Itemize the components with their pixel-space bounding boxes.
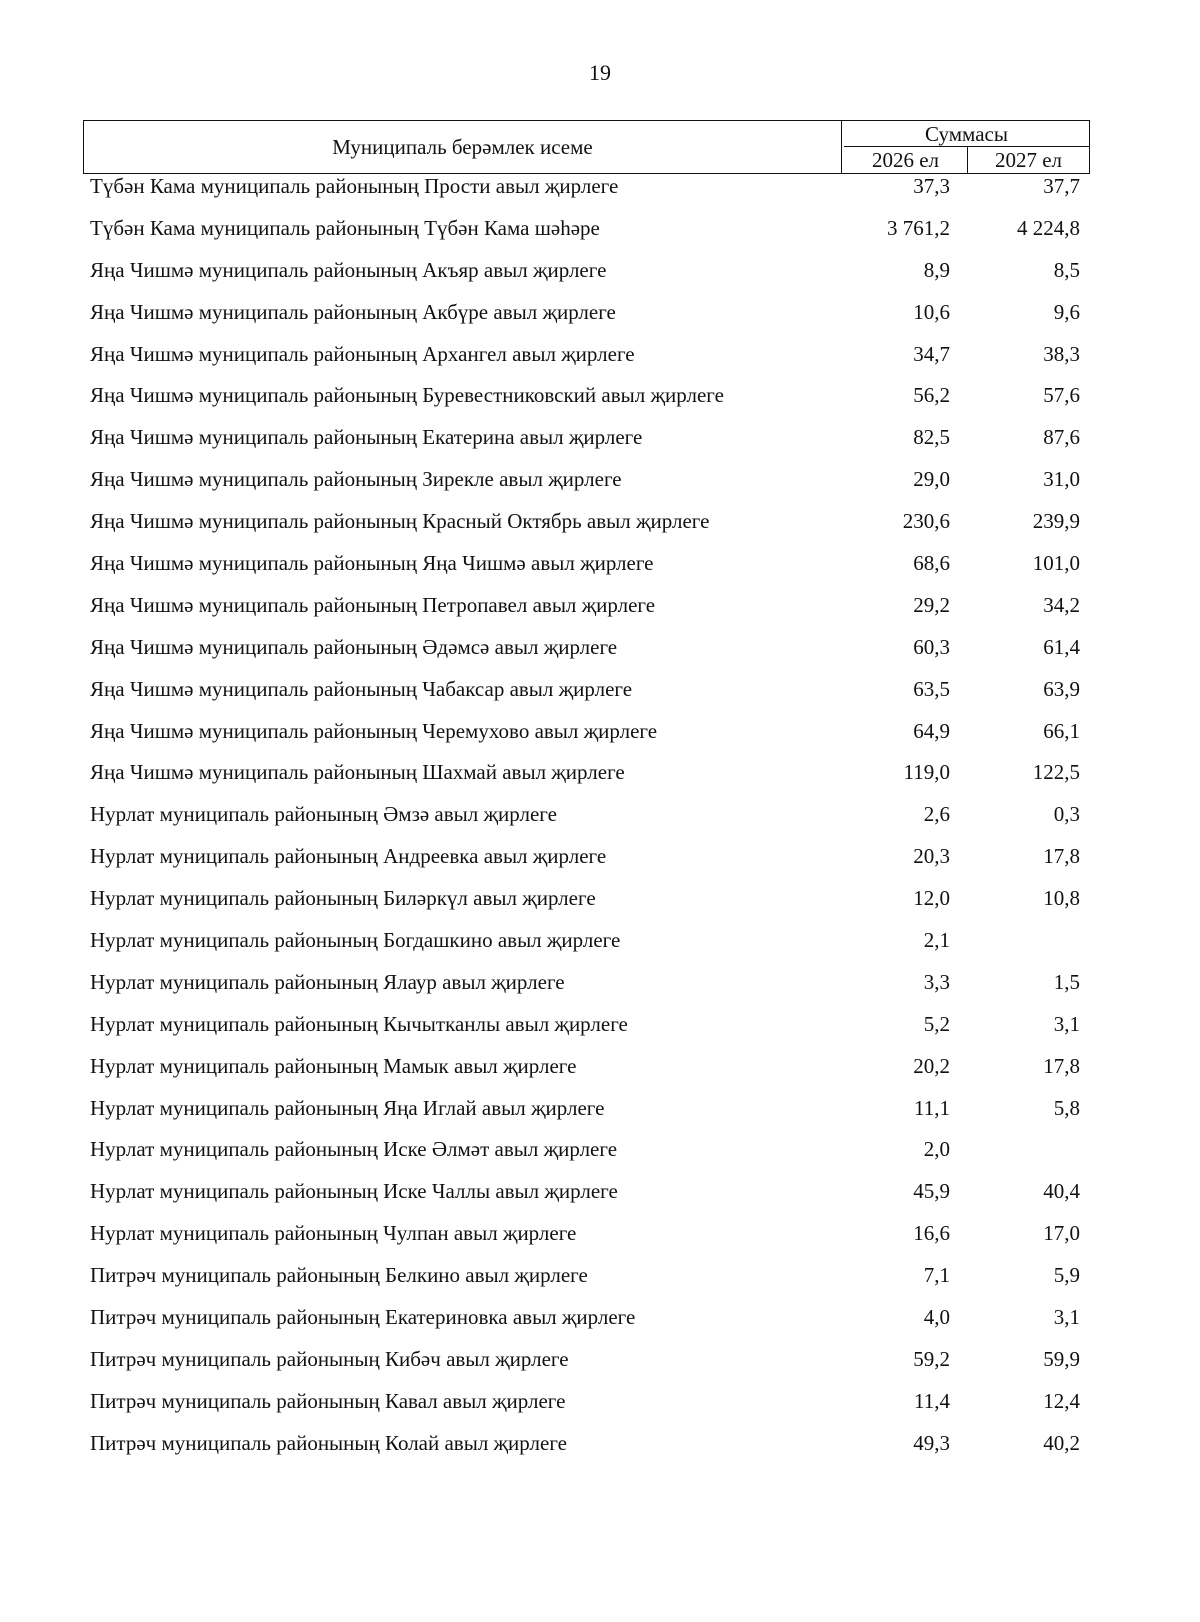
name-cell: Түбән Кама муниципаль районының Прости авыл җирлеге	[90, 174, 619, 198]
value-2027-cell: 31,0	[1043, 467, 1080, 492]
name-cell: Нурлат муниципаль районының Яңа Иглай авыл җирлеге	[90, 1095, 605, 1120]
value-2026-cell: 45,9	[913, 1179, 950, 1204]
value-2026-cell: 63,5	[913, 676, 950, 701]
value-2027-cell: 12,4	[1043, 1388, 1080, 1413]
value-2027-cell: 17,0	[1043, 1221, 1080, 1246]
value-2027-cell: 37,7	[1043, 174, 1080, 198]
value-2026-cell: 119,0	[903, 760, 950, 785]
value-2027-cell: 5,9	[1053, 1263, 1080, 1288]
name-cell: Нурлат муниципаль районының Чулпан авыл җирлеге	[90, 1221, 577, 1246]
value-2027-cell: 122,5	[1032, 760, 1080, 785]
name-cell: Яңа Чишмә муниципаль районының Буревестниковский авыл җирлеге	[90, 383, 724, 408]
value-2027-cell: 239,9	[1032, 509, 1080, 534]
value-2026-cell: 34,7	[913, 341, 950, 366]
name-cell: Нурлат муниципаль районының Әмзә авыл җирлеге	[90, 802, 557, 827]
table-row	[0, 1010, 1200, 1052]
value-2026-cell: 2,1	[923, 928, 950, 953]
name-cell: Нурлат муниципаль районының Биләркүл авыл җирлеге	[90, 886, 596, 911]
value-2026-cell: 3 761,2	[887, 215, 950, 240]
table-row	[0, 381, 1200, 423]
value-2026-cell: 3,3	[923, 969, 950, 994]
value-2027-cell: 66,1	[1043, 718, 1080, 743]
value-2026-cell: 11,4	[914, 1388, 950, 1413]
table-row	[0, 1303, 1200, 1345]
value-2026-cell: 2,0	[923, 1137, 950, 1162]
value-2026-cell: 11,1	[914, 1095, 950, 1120]
table-row	[0, 1052, 1200, 1094]
table-row	[0, 340, 1200, 382]
value-2026-cell: 82,5	[913, 425, 950, 450]
value-2027-cell: 40,2	[1043, 1430, 1080, 1455]
value-2027-cell: 40,4	[1043, 1179, 1080, 1204]
value-2027-cell: 8,5	[1053, 257, 1080, 282]
value-2027-cell: 57,6	[1043, 383, 1080, 408]
table-row	[0, 172, 1200, 214]
value-2027-cell: 101,0	[1032, 551, 1080, 576]
table-row	[0, 675, 1200, 717]
name-cell: Питрәч муниципаль районының Колай авыл җирлеге	[90, 1430, 567, 1455]
value-2027-cell: 38,3	[1043, 341, 1080, 366]
value-2027-cell: 17,8	[1043, 1053, 1080, 1078]
value-2027-cell: 3,1	[1053, 1011, 1080, 1036]
name-cell: Яңа Чишмә муниципаль районының Зирекле авыл җирлеге	[90, 467, 622, 492]
name-cell: Питрәч муниципаль районының Кибәч авыл җирлеге	[90, 1346, 569, 1371]
name-cell: Нурлат муниципаль районының Мамык авыл җирлеге	[90, 1053, 577, 1078]
name-cell: Питрәч муниципаль районының Екатериновка авыл җирлеге	[90, 1305, 636, 1330]
table-row	[0, 1219, 1200, 1261]
value-2027-cell: 9,6	[1053, 299, 1080, 324]
value-2026-cell: 4,0	[923, 1305, 950, 1330]
table-row	[0, 926, 1200, 968]
table-row	[0, 423, 1200, 465]
table-row	[0, 717, 1200, 759]
table-row	[0, 465, 1200, 507]
name-cell: Яңа Чишмә муниципаль районының Акбүре авыл җирлеге	[90, 299, 616, 324]
column-header-sums: Суммасы	[844, 121, 1089, 147]
value-2026-cell: 12,0	[913, 886, 950, 911]
name-cell: Яңа Чишмә муниципаль районының Черемухово авыл җирлеге	[90, 718, 658, 743]
value-2026-cell: 2,6	[923, 802, 950, 827]
table-row	[0, 256, 1200, 298]
name-cell: Яңа Чишмә муниципаль районының Әдәмсә авыл җирлеге	[90, 634, 618, 659]
table-row	[0, 298, 1200, 340]
table-row	[0, 591, 1200, 633]
name-cell: Түбән Кама муниципаль районының Түбән Кама шәһәре	[90, 215, 600, 240]
table-row	[0, 1135, 1200, 1177]
table-row	[0, 214, 1200, 256]
table-row	[0, 758, 1200, 800]
value-2026-cell: 20,2	[913, 1053, 950, 1078]
name-cell: Нурлат муниципаль районының Иске Чаллы авыл җирлеге	[90, 1179, 618, 1204]
table-row	[0, 884, 1200, 926]
value-2027-cell: 5,8	[1053, 1095, 1080, 1120]
name-cell: Нурлат муниципаль районының Богдашкино авыл җирлеге	[90, 928, 621, 953]
column-header-2027: 2027 ел	[994, 148, 1063, 172]
value-2027-cell: 63,9	[1043, 676, 1080, 701]
value-2026-cell: 60,3	[913, 634, 950, 659]
value-2026-cell: 68,6	[913, 551, 950, 576]
value-2027-cell: 87,6	[1043, 425, 1080, 450]
name-cell: Яңа Чишмә муниципаль районының Яңа Чишмә авыл җирлеге	[90, 551, 654, 576]
table-row	[0, 1177, 1200, 1219]
value-2027-cell: 0,3	[1053, 802, 1080, 827]
value-2027-cell: 61,4	[1043, 634, 1080, 659]
table-row	[0, 549, 1200, 591]
value-2027-cell: 4 224,8	[1017, 215, 1080, 240]
name-cell: Нурлат муниципаль районының Андреевка авыл җирлеге	[90, 844, 607, 869]
value-2026-cell: 5,2	[923, 1011, 950, 1036]
table-row	[0, 1094, 1200, 1136]
name-cell: Нурлат муниципаль районының Иске Әлмәт авыл җирлеге	[90, 1137, 618, 1162]
value-2027-cell: 17,8	[1043, 844, 1080, 869]
value-2027-cell: 1,5	[1053, 969, 1080, 994]
value-2026-cell: 49,3	[913, 1430, 950, 1455]
value-2027-cell: 59,9	[1043, 1346, 1080, 1371]
value-2026-cell: 20,3	[913, 844, 950, 869]
table-row	[0, 800, 1200, 842]
value-2026-cell: 37,3	[913, 174, 950, 198]
value-2026-cell: 59,2	[913, 1346, 950, 1371]
name-cell: Яңа Чишмә муниципаль районының Шахмай авыл җирлеге	[90, 760, 625, 785]
table-row	[0, 1261, 1200, 1303]
value-2026-cell: 230,6	[902, 509, 950, 534]
name-cell: Яңа Чишмә муниципаль районының Чабаксар авыл җирлеге	[90, 676, 633, 701]
table-row	[0, 633, 1200, 675]
page-number: 19	[589, 60, 611, 85]
table-body	[0, 172, 1200, 1471]
value-2026-cell: 16,6	[913, 1221, 950, 1246]
name-cell: Нурлат муниципаль районының Кычытканлы авыл җирлеге	[90, 1011, 628, 1036]
name-cell: Яңа Чишмә муниципаль районының Акъяр авыл җирлеге	[90, 257, 607, 282]
value-2027-cell: 3,1	[1053, 1305, 1080, 1330]
column-header-name: Муниципаль берәмлек исеме	[84, 121, 842, 173]
value-2026-cell: 29,2	[913, 592, 950, 617]
value-2027-cell: 10,8	[1043, 886, 1080, 911]
table-row	[0, 968, 1200, 1010]
name-cell: Яңа Чишмә муниципаль районының Архангел авыл җирлеге	[90, 341, 635, 366]
table-row	[0, 1429, 1200, 1471]
table-header	[83, 120, 1090, 174]
table-row	[0, 1387, 1200, 1429]
column-header-2026: 2026 ел	[844, 147, 968, 173]
value-2026-cell: 29,0	[913, 467, 950, 492]
value-2026-cell: 7,1	[923, 1263, 950, 1288]
table-row	[0, 507, 1200, 549]
value-2026-cell: 8,9	[923, 257, 950, 282]
name-cell: Яңа Чишмә муниципаль районының Екатерина авыл җирлеге	[90, 425, 643, 450]
value-2026-cell: 64,9	[913, 718, 950, 743]
name-cell: Яңа Чишмә муниципаль районының Петропавел авыл җирлеге	[90, 592, 656, 617]
value-2026-cell: 56,2	[913, 383, 950, 408]
value-2026-cell: 10,6	[913, 299, 950, 324]
name-cell: Питрәч муниципаль районының Кавал авыл җирлеге	[90, 1388, 566, 1413]
value-2027-cell: 34,2	[1043, 592, 1080, 617]
table-row	[0, 1345, 1200, 1387]
name-cell: Питрәч муниципаль районының Белкино авыл җирлеге	[90, 1263, 588, 1288]
name-cell: Яңа Чишмә муниципаль районының Красный Октябрь авыл җирлеге	[90, 509, 710, 534]
name-cell: Нурлат муниципаль районының Ялаур авыл җирлеге	[90, 969, 565, 994]
table-row	[0, 842, 1200, 884]
